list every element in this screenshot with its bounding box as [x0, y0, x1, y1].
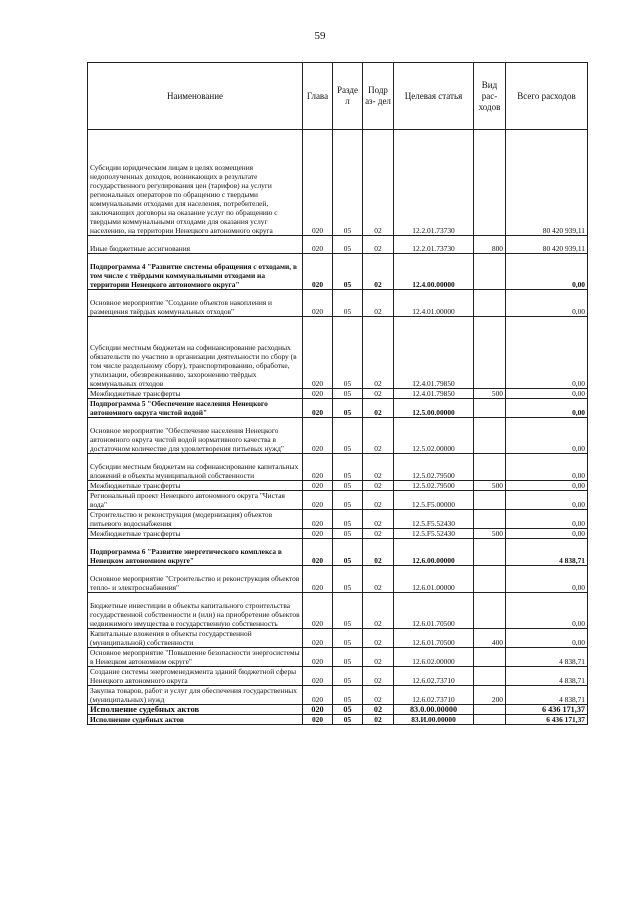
row-sum: 0,00 [506, 566, 588, 593]
row-razdel: 05 [333, 418, 363, 454]
row-tselevaya: 12.6.01.00000 [394, 566, 474, 593]
row-tselevaya: 12.6.01.70500 [394, 629, 474, 648]
row-tselevaya: 83.И.00.00000 [394, 715, 474, 725]
row-sum: 80 420 939,11 [506, 130, 588, 236]
row-name: Основное мероприятие "Строительство и реконструкция объектов тепло- и электроснабжения" [88, 566, 303, 593]
row-podrazdel: 02 [363, 529, 394, 539]
row-razdel: 05 [333, 491, 363, 510]
row-name: Закупка товаров, работ и услуг для обеспечения государственных (муниципальных) нужд [88, 686, 303, 705]
table-row [88, 648, 588, 667]
row-name: Основное мероприятие "Повышение безопасности энергосистемы в Ненецком автономном округе" [88, 648, 303, 667]
row-vid [474, 418, 506, 454]
row-vid [474, 667, 506, 686]
table-row [88, 399, 588, 418]
row-podrazdel: 02 [363, 236, 394, 254]
row-vid [474, 593, 506, 629]
table-row [88, 418, 588, 454]
table-row [88, 481, 588, 491]
row-glava: 020 [303, 399, 333, 418]
row-razdel: 05 [333, 667, 363, 686]
row-podrazdel: 02 [363, 481, 394, 491]
row-glava: 020 [303, 667, 333, 686]
table-row [88, 686, 588, 705]
row-tselevaya: 83.0.00.00000 [394, 705, 474, 715]
row-sum: 4 838,71 [506, 539, 588, 566]
row-tselevaya: 12.6.00.00000 [394, 539, 474, 566]
table-row [88, 705, 588, 715]
row-vid [474, 566, 506, 593]
row-podrazdel: 02 [363, 290, 394, 317]
row-vid: 800 [474, 236, 506, 254]
row-podrazdel: 02 [363, 491, 394, 510]
row-podrazdel: 02 [363, 317, 394, 389]
row-glava: 020 [303, 481, 333, 491]
row-razdel: 05 [333, 290, 363, 317]
row-tselevaya: 12.5.02.79500 [394, 481, 474, 491]
row-razdel: 05 [333, 539, 363, 566]
row-name: Субсидии местным бюджетам на софинансирование расходных обязательств по участию в организации деятельности по сбору (в том числе раздельному сбору), транспортированию, обработке, утилизации, обезвреживанию, захоронению твёрдых коммунальных отходов [88, 317, 303, 389]
table-row [88, 510, 588, 529]
row-podrazdel: 02 [363, 715, 394, 725]
row-glava: 020 [303, 539, 333, 566]
row-sum: 0,00 [506, 317, 588, 389]
row-tselevaya: 12.4.01.79850 [394, 389, 474, 399]
row-sum: 0,00 [506, 481, 588, 491]
row-podrazdel: 02 [363, 418, 394, 454]
row-glava: 020 [303, 454, 333, 481]
row-vid: 500 [474, 481, 506, 491]
row-tselevaya: 12.5.F5.52430 [394, 529, 474, 539]
row-podrazdel: 02 [363, 686, 394, 705]
row-glava: 020 [303, 705, 333, 715]
row-glava: 020 [303, 418, 333, 454]
header-vid: Вид рас- ходов [474, 63, 506, 130]
row-sum: 0,00 [506, 254, 588, 290]
row-vid [474, 290, 506, 317]
row-tselevaya: 12.6.02.73710 [394, 667, 474, 686]
row-razdel: 05 [333, 454, 363, 481]
row-vid [474, 648, 506, 667]
row-vid [474, 510, 506, 529]
row-glava: 020 [303, 648, 333, 667]
row-podrazdel: 02 [363, 593, 394, 629]
row-vid [474, 705, 506, 715]
row-sum: 0,00 [506, 399, 588, 418]
row-razdel: 05 [333, 130, 363, 236]
header-razdel: Разде л [333, 63, 363, 130]
row-razdel: 05 [333, 317, 363, 389]
row-name: Подпрограмма 5 "Обеспечение населения Ненецкого автономного округа чистой водой" [88, 399, 303, 418]
row-sum: 80 420 939,11 [506, 236, 588, 254]
table-row [88, 454, 588, 481]
row-sum: 0,00 [506, 629, 588, 648]
table-row [88, 317, 588, 389]
row-glava: 020 [303, 686, 333, 705]
row-tselevaya: 12.6.02.00000 [394, 648, 474, 667]
table-row [88, 389, 588, 399]
row-name: Межбюджетные трансферты [88, 481, 303, 491]
row-name: Исполнение судебных актов [88, 715, 303, 725]
row-glava: 020 [303, 491, 333, 510]
row-glava: 020 [303, 290, 333, 317]
row-podrazdel: 02 [363, 510, 394, 529]
row-razdel: 05 [333, 399, 363, 418]
row-podrazdel: 02 [363, 566, 394, 593]
budget-table [87, 62, 588, 725]
row-vid [474, 399, 506, 418]
row-glava: 020 [303, 510, 333, 529]
table-row [88, 130, 588, 236]
row-podrazdel: 02 [363, 454, 394, 481]
row-vid [474, 317, 506, 389]
row-vid: 200 [474, 686, 506, 705]
table-row [88, 529, 588, 539]
table-row [88, 539, 588, 566]
row-tselevaya: 12.5.02.00000 [394, 418, 474, 454]
row-glava: 020 [303, 130, 333, 236]
row-sum: 4 838,71 [506, 648, 588, 667]
table-row [88, 566, 588, 593]
row-glava: 020 [303, 236, 333, 254]
table-row [88, 236, 588, 254]
row-razdel: 05 [333, 715, 363, 725]
row-razdel: 05 [333, 629, 363, 648]
row-razdel: 05 [333, 510, 363, 529]
row-glava: 020 [303, 254, 333, 290]
page-number: 59 [314, 30, 326, 42]
row-razdel: 05 [333, 529, 363, 539]
row-vid [474, 539, 506, 566]
row-razdel: 05 [333, 254, 363, 290]
row-name: Межбюджетные трансферты [88, 389, 303, 399]
row-glava: 020 [303, 593, 333, 629]
row-name: Межбюджетные трансферты [88, 529, 303, 539]
row-name: Субсидии юридическим лицам в целях возмещения недополученных доходов, возникающих в результате государственного регулирования цен (тарифов) на услуги региональных операторов по обращению с твердыми коммунальными отходами для населения, потребителей, заключающих договоры на оказание услуг по обращению с твердыми коммунальными отходами для оказания услуг населению, на территории Ненецкого автономного округа [88, 130, 303, 236]
table-row [88, 593, 588, 629]
row-tselevaya: 12.5.02.79500 [394, 454, 474, 481]
row-tselevaya: 12.4.00.00000 [394, 254, 474, 290]
row-razdel: 05 [333, 481, 363, 491]
row-sum: 6 436 171,37 [506, 715, 588, 725]
row-tselevaya: 12.5.00.00000 [394, 399, 474, 418]
row-sum: 0,00 [506, 593, 588, 629]
row-vid: 500 [474, 529, 506, 539]
row-podrazdel: 02 [363, 667, 394, 686]
row-name: Создание системы энергоменеджмента зданий бюджетной сферы Ненецкого автономного округа [88, 667, 303, 686]
row-glava: 020 [303, 317, 333, 389]
row-glava: 020 [303, 629, 333, 648]
row-razdel: 05 [333, 686, 363, 705]
row-sum: 0,00 [506, 491, 588, 510]
row-name: Подпрограмма 6 "Развитие энергетического комплекса в Ненецком автономном округе" [88, 539, 303, 566]
row-podrazdel: 02 [363, 130, 394, 236]
row-name: Иные бюджетные ассигнования [88, 236, 303, 254]
header-vsego: Всего расходов [506, 63, 588, 130]
row-sum: 4 838,71 [506, 686, 588, 705]
row-tselevaya: 12.2.01.73730 [394, 130, 474, 236]
row-tselevaya: 12.5.F5.52430 [394, 510, 474, 529]
row-podrazdel: 02 [363, 705, 394, 715]
row-tselevaya: 12.4.01.79850 [394, 317, 474, 389]
row-tselevaya: 12.4.01.00000 [394, 290, 474, 317]
table-row [88, 254, 588, 290]
table-row [88, 715, 588, 725]
row-glava: 020 [303, 389, 333, 399]
row-vid: 500 [474, 389, 506, 399]
header-tselevaya: Целевая статья [394, 63, 474, 130]
row-sum: 4 838,71 [506, 667, 588, 686]
header-glava: Глава [303, 63, 333, 130]
table-row [88, 290, 588, 317]
row-vid [474, 491, 506, 510]
row-sum: 6 436 171,37 [506, 705, 588, 715]
row-razdel: 05 [333, 648, 363, 667]
row-podrazdel: 02 [363, 539, 394, 566]
row-vid [474, 254, 506, 290]
row-sum: 0,00 [506, 418, 588, 454]
row-sum: 0,00 [506, 529, 588, 539]
row-podrazdel: 02 [363, 389, 394, 399]
row-razdel: 05 [333, 236, 363, 254]
row-razdel: 05 [333, 566, 363, 593]
row-name: Бюджетные инвестиции в объекты капитального строительства государственной собственности и (или) на приобретение объектов недвижимого имущества в государственную собственность [88, 593, 303, 629]
row-razdel: 05 [333, 593, 363, 629]
row-glava: 020 [303, 715, 333, 725]
row-sum: 0,00 [506, 510, 588, 529]
row-name: Строительство и реконструкция (модернизация) объектов питьевого водоснабжения [88, 510, 303, 529]
row-sum: 0,00 [506, 290, 588, 317]
table-row [88, 667, 588, 686]
row-sum: 0,00 [506, 454, 588, 481]
row-name: Основное мероприятие "Создание объектов накопления и размещения твёрдых коммунальных отходов" [88, 290, 303, 317]
row-sum: 0,00 [506, 389, 588, 399]
row-name: Региональный проект Ненецкого автономного округа "Чистая вода" [88, 491, 303, 510]
row-tselevaya: 12.2.01.73730 [394, 236, 474, 254]
row-vid [474, 715, 506, 725]
row-razdel: 05 [333, 705, 363, 715]
table-header-row [88, 63, 588, 130]
row-name: Капитальные вложения в объекты государственной (муниципальной) собственности [88, 629, 303, 648]
row-vid [474, 454, 506, 481]
header-podrazdel: Подр аз- дел [363, 63, 394, 130]
row-name: Подпрограмма 4 "Развитие системы обращения с отходами, в том числе с твёрдыми коммунальными отходами на территории Ненецкого автономного округа" [88, 254, 303, 290]
row-tselevaya: 12.5.F5.00000 [394, 491, 474, 510]
row-tselevaya: 12.6.01.70500 [394, 593, 474, 629]
row-vid: 400 [474, 629, 506, 648]
row-name: Исполнение судебных актов [88, 705, 303, 715]
row-tselevaya: 12.6.02.73710 [394, 686, 474, 705]
row-glava: 020 [303, 566, 333, 593]
row-razdel: 05 [333, 389, 363, 399]
row-podrazdel: 02 [363, 399, 394, 418]
row-podrazdel: 02 [363, 648, 394, 667]
row-name: Основное мероприятие "Обеспечение населения Ненецкого автономного округа чистой водой нормативного качества в достаточном количестве для удовлетворения питьевых нужд" [88, 418, 303, 454]
table-row [88, 629, 588, 648]
row-podrazdel: 02 [363, 629, 394, 648]
row-vid [474, 130, 506, 236]
table-row [88, 491, 588, 510]
table-body [88, 130, 588, 725]
row-podrazdel: 02 [363, 254, 394, 290]
header-name: Наименование [88, 63, 303, 130]
row-glava: 020 [303, 529, 333, 539]
row-name: Субсидии местным бюджетам на софинансирование капитальных вложений в объекты муниципальной собственности [88, 454, 303, 481]
